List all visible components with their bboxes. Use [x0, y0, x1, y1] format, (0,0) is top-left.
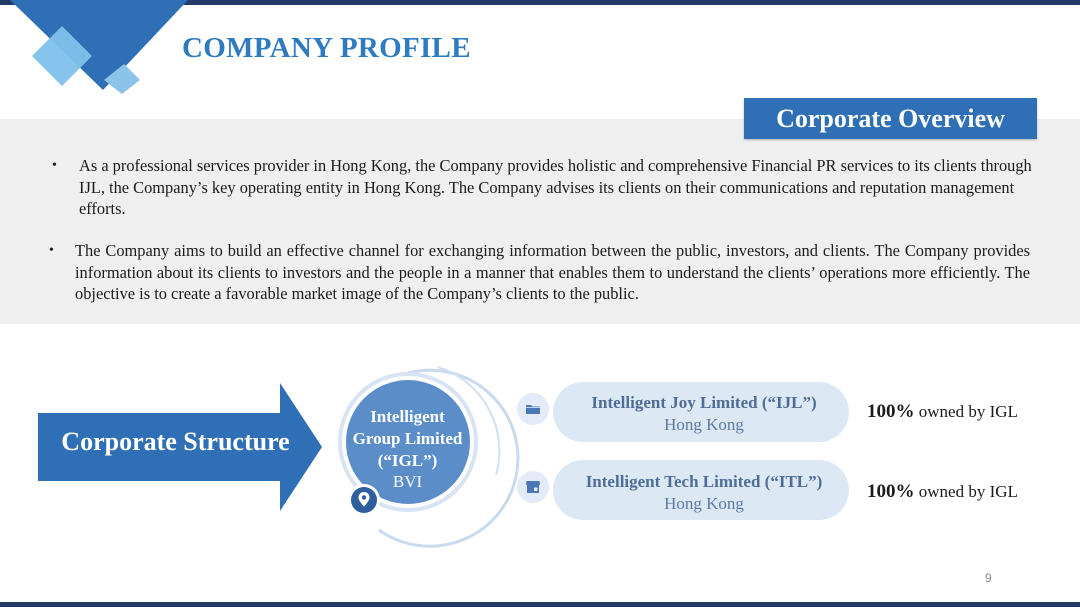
bullet-dot: •	[52, 158, 57, 173]
bullet-dot: •	[49, 243, 54, 258]
map-pin-icon	[347, 483, 381, 517]
ownership-text: owned by IGL	[914, 482, 1018, 501]
overview-bullet	[49, 240, 1030, 305]
subsidiary-location: Hong Kong	[664, 494, 744, 513]
subsidiary-name: Intelligent Tech Limited (“ITL”)	[585, 472, 823, 491]
ownership-text: owned by IGL	[914, 402, 1018, 421]
overview-bullet	[52, 155, 1034, 220]
igl-name-line: Group Limited	[352, 429, 463, 448]
igl-name-line: (“IGL”)	[377, 451, 438, 470]
ownership-percent: 100%	[867, 401, 915, 422]
bullet-text: The Company aims to build an effective channel for exchanging information between the public, investors, and clients. The Company provides information about its clients to investors and the people in a manner that enables them to understand the clients’ operations more efficiently. The objective is to create a favorable market image of the Company’s clients to the public.	[75, 241, 1030, 303]
ownership-percent: 100%	[867, 481, 915, 502]
igl-name	[341, 406, 474, 472]
subsidiary-name: Intelligent Joy Limited (“IJL”)	[591, 393, 817, 412]
folder-icon	[517, 393, 549, 425]
corporate-structure-label: Corporate Structure	[61, 427, 290, 456]
corner-decoration	[0, 0, 200, 100]
ownership-ijl	[867, 401, 1018, 423]
storefront-icon	[517, 471, 549, 503]
corporate-overview-tag: Corporate Overview	[744, 98, 1037, 139]
igl-location: BVI	[392, 472, 423, 491]
ownership-itl	[867, 481, 1018, 503]
page-number: 9	[985, 571, 992, 585]
igl-name-line: Intelligent	[370, 407, 445, 426]
subsidiary-location: Hong Kong	[664, 415, 744, 434]
page-title: COMPANY PROFILE	[182, 32, 471, 64]
bottom-border-bar	[0, 602, 1080, 607]
bullet-text: As a professional services provider in Hong Kong, the Company provides holistic and comprehensive Financial PR services to its clients through IJL, the Company’s key operating entity in Hong Kong. The Company advises its clients on their communications and reputation management efforts.	[79, 156, 1032, 218]
